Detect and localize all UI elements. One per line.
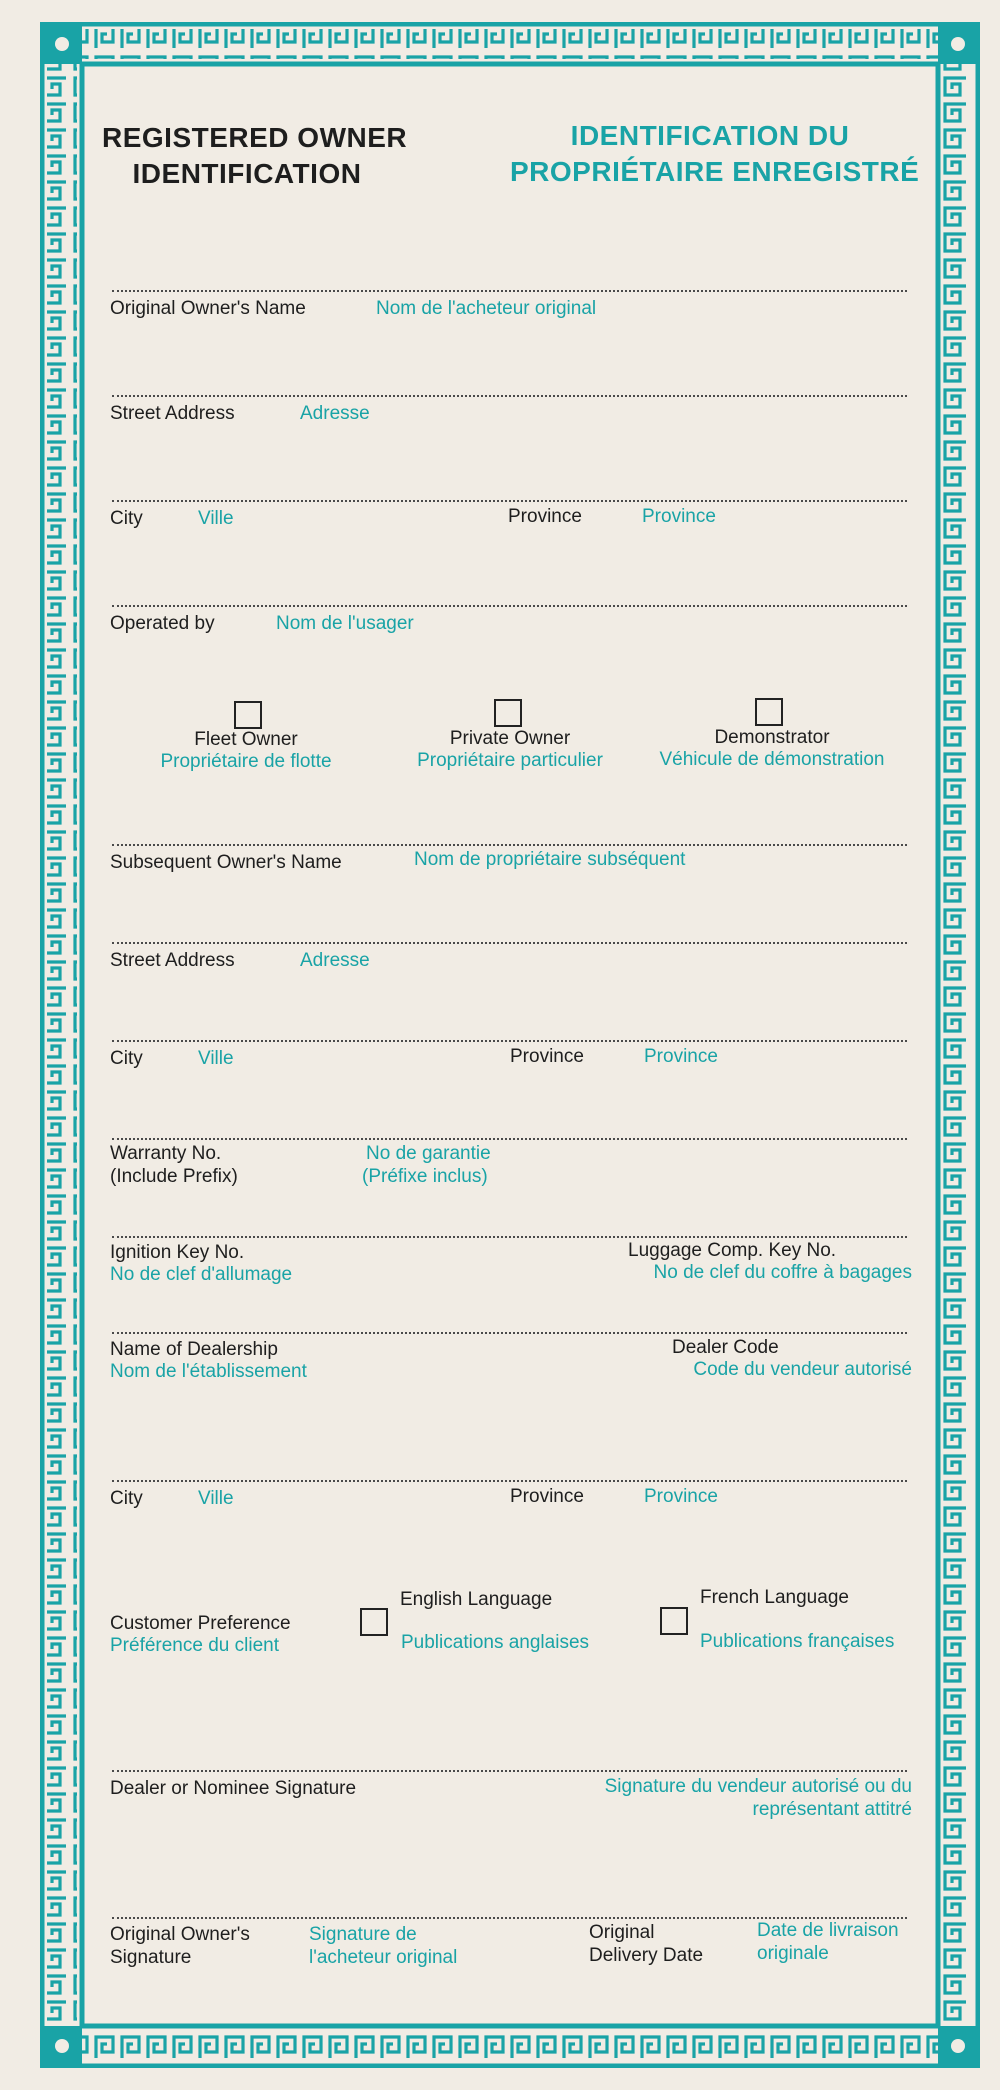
original-city-label-fr: Ville <box>198 508 234 529</box>
heading-fr <box>510 118 920 190</box>
luggage-key-label-fr: No de clef du coffre à bagages <box>653 1262 912 1283</box>
dealership-name-label-fr: Nom de l'établissement <box>110 1361 307 1382</box>
delivery-date-label-fr-line1: Date de livraison <box>757 1920 899 1941</box>
subsequent-city-label: City <box>110 1048 143 1069</box>
subsequent-street-line[interactable] <box>112 942 907 944</box>
owner-signature-label-fr <box>309 1923 457 1969</box>
owner-signature-label-fr-line2: l'acheteur original <box>309 1947 458 1968</box>
warranty-label-fr-line1: No de garantie <box>366 1143 491 1164</box>
owner-signature-label-fr-line1: Signature de <box>309 1924 417 1945</box>
original-owner-name-label: Original Owner's Name <box>110 298 306 319</box>
dealership-line[interactable] <box>112 1332 907 1334</box>
delivery-date-label-line2: Delivery Date <box>589 1945 704 1966</box>
private-owner-label: Private Owner <box>449 728 571 749</box>
heading-en <box>102 120 408 192</box>
operated-by-label: Operated by <box>110 613 215 634</box>
dealer-city-line[interactable] <box>112 1480 907 1482</box>
original-street-line[interactable] <box>112 395 907 397</box>
dealer-city-label-fr: Ville <box>198 1488 234 1509</box>
english-language-label: English Language <box>400 1589 553 1610</box>
heading-fr-line1: IDENTIFICATION DU <box>570 120 850 151</box>
dealer-city-label: City <box>110 1488 143 1509</box>
owner-signature-label-line2: Signature <box>110 1947 192 1968</box>
original-owner-name-label-fr: Nom de l'acheteur original <box>376 298 597 319</box>
subsequent-owner-name-label: Subsequent Owner's Name <box>110 852 342 873</box>
dealer-signature-label: Dealer or Nominee Signature <box>110 1778 357 1799</box>
demonstrator-checkbox[interactable] <box>755 698 783 726</box>
owner-signature-label <box>110 1923 250 1969</box>
keys-line[interactable] <box>112 1236 907 1238</box>
warranty-label-line2: (Include Prefix) <box>110 1166 238 1187</box>
ignition-key-label: Ignition Key No. <box>110 1242 245 1263</box>
private-owner-checkbox[interactable] <box>494 699 522 727</box>
english-language-label-fr: Publications anglaises <box>401 1632 590 1653</box>
dealer-code-label: Dealer Code <box>672 1337 779 1358</box>
warranty-label-fr-line2: (Préfixe inclus) <box>362 1166 488 1187</box>
original-street-label-fr: Adresse <box>300 403 370 424</box>
customer-preference-label-fr: Préférence du client <box>110 1635 279 1656</box>
original-street-label: Street Address <box>110 403 235 424</box>
subsequent-street-label-fr: Adresse <box>300 950 370 971</box>
heading-en-line2: IDENTIFICATION <box>132 158 362 189</box>
delivery-date-label-line1: Original <box>589 1922 655 1943</box>
english-language-checkbox[interactable] <box>360 1608 388 1636</box>
warranty-label-line1: Warranty No. <box>110 1143 222 1164</box>
french-language-label: French Language <box>700 1587 849 1608</box>
subsequent-province-label: Province <box>510 1046 584 1067</box>
original-province-label-fr: Province <box>642 506 716 527</box>
dealer-signature-label-fr-line2: représentant attitré <box>752 1799 912 1820</box>
dealer-signature-label-fr <box>520 1775 912 1821</box>
original-city-line[interactable] <box>112 500 907 502</box>
dealer-province-label-fr: Province <box>644 1486 718 1507</box>
subsequent-city-line[interactable] <box>112 1040 907 1042</box>
operated-by-line[interactable] <box>112 605 907 607</box>
subsequent-province-label-fr: Province <box>644 1046 718 1067</box>
original-owner-name-line[interactable] <box>112 290 907 292</box>
fleet-owner-label-fr: Propriétaire de flotte <box>160 751 332 772</box>
delivery-date-label-fr <box>757 1919 899 1965</box>
fleet-owner-checkbox[interactable] <box>234 701 262 729</box>
delivery-date-label <box>589 1921 703 1967</box>
warranty-label <box>110 1142 238 1188</box>
delivery-date-label-fr-line2: originale <box>757 1943 829 1964</box>
luggage-key-label: Luggage Comp. Key No. <box>628 1240 837 1261</box>
warranty-line[interactable] <box>112 1138 907 1140</box>
dealer-province-label: Province <box>510 1486 584 1507</box>
original-city-label: City <box>110 508 143 529</box>
french-language-checkbox[interactable] <box>660 1607 688 1635</box>
dealer-signature-label-fr-line1: Signature du vendeur autorisé ou du <box>604 1776 912 1797</box>
demonstrator-label-fr: Véhicule de démonstration <box>659 749 885 770</box>
subsequent-city-label-fr: Ville <box>198 1048 234 1069</box>
subsequent-owner-name-line[interactable] <box>112 844 907 846</box>
dealer-signature-line[interactable] <box>112 1770 907 1772</box>
heading-fr-line2: PROPRIÉTAIRE ENREGISTRÉ <box>510 156 920 187</box>
dealership-name-label: Name of Dealership <box>110 1339 278 1360</box>
fleet-owner-label: Fleet Owner <box>194 729 298 750</box>
customer-preference-label: Customer Preference <box>110 1613 291 1634</box>
heading-en-line1: REGISTERED OWNER <box>102 122 408 153</box>
subsequent-street-label: Street Address <box>110 950 235 971</box>
dealer-code-label-fr: Code du vendeur autorisé <box>693 1359 912 1380</box>
private-owner-label-fr: Propriétaire particulier <box>417 750 603 771</box>
subsequent-owner-name-label-fr: Nom de propriétaire subséquent <box>414 849 686 870</box>
original-province-label: Province <box>508 506 582 527</box>
operated-by-label-fr: Nom de l'usager <box>276 613 414 634</box>
owner-signature-label-line1: Original Owner's <box>110 1924 250 1945</box>
french-language-label-fr: Publications françaises <box>700 1631 895 1652</box>
demonstrator-label: Demonstrator <box>714 727 830 748</box>
ignition-key-label-fr: No de clef d'allumage <box>110 1264 293 1285</box>
warranty-label-fr <box>362 1142 491 1188</box>
